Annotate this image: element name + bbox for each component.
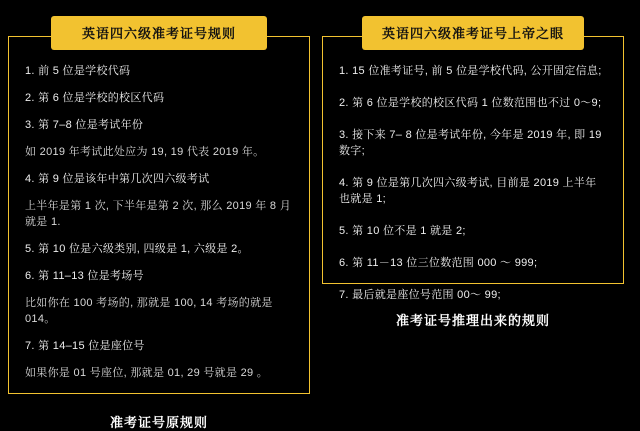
list-item: 6. 第 11–13 位是考场号 [25,270,144,282]
list-item-note: 如果你是 01 号座位, 那就是 01, 29 号就是 29 。 [25,367,269,379]
list-item-note: 比如你在 100 考场的, 那就是 100, 14 考场的就是 014。 [25,297,273,325]
right-panel-card [322,36,624,301]
left-panel [8,0,310,431]
list-item: 5. 第 10 位不是 1 就是 2; [339,225,466,237]
list-item: 2. 第 6 位是学校的校区代码 1 位数范围也不过 0～9; [339,97,602,109]
list-item: 5. 第 10 位是六级类别, 四级是 1, 六级是 2。 [25,243,249,255]
list-item: 6. 第 11－13 位三位数范围 000 ～ 999; [339,257,538,269]
list-item: 4. 第 9 位是该年中第几次四六级考试 [25,173,210,185]
list-item: 3. 接下来 7– 8 位是考试年份, 今年是 2019 年, 即 19 数字; [339,129,602,157]
list-item: 2. 第 6 位是学校的校区代码 [25,92,165,104]
left-panel-banner: 英语四六级准考证号规则 [51,16,267,50]
left-panel-card [8,36,310,394]
list-item: 4. 第 9 位是第几次四六级考试, 目前是 2019 上半年也就是 1; [339,177,597,205]
list-item: 7. 最后就是座位号范围 00～ 99; [339,289,501,301]
list-item-note: 上半年是第 1 次, 下半年是第 2 次, 那么 2019 年 8 月就是 1. [25,200,291,228]
right-panel [322,0,624,329]
list-item: 7. 第 14–15 位是座位号 [25,340,145,352]
list-item: 3. 第 7–8 位是考试年份 [25,119,144,131]
list-item-note: 如 2019 年考试此处应为 19, 19 代表 2019 年。 [25,146,265,158]
left-panel-caption: 准考证号原规则 [109,415,208,430]
right-panel-banner: 英语四六级准考证号上帝之眼 [362,16,584,50]
list-item: 1. 15 位准考证号, 前 5 位是学校代码, 公开固定信息; [339,65,602,77]
list-item: 1. 前 5 位是学校代码 [25,65,131,77]
right-panel-caption: 准考证号推理出来的规则 [395,313,550,328]
